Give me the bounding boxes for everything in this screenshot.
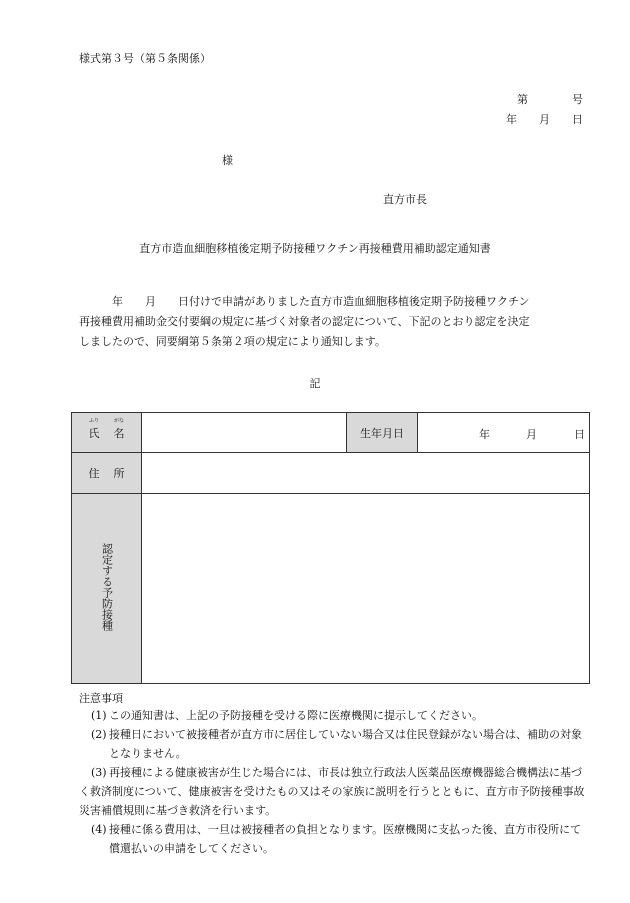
name-char-2: 名: [113, 426, 125, 440]
note-text-4: 接種に係る費用は、一旦は被接種者の負担となります。医療機関に支払った後、直方市役所にて償還払いの申請をしてください。: [109, 823, 582, 855]
issue-date: 年 月 日: [506, 113, 583, 126]
address-value-cell[interactable]: [142, 453, 590, 494]
notes-heading: 注意事項: [79, 692, 123, 705]
document-title: 直方市造血細胞移植後定期予防接種ワクチン再接種費用補助認定通知書: [139, 242, 491, 255]
notes-list: [79, 706, 589, 858]
ki-heading: 記: [309, 377, 321, 390]
vaccine-value-cell[interactable]: [142, 494, 590, 684]
body-text: [79, 292, 587, 352]
note-text-3: 再接種による健康被害が生じた場合には、市長は独立行政法人医薬品医療機器総合機構法に基づく救済制度について、健康被害を受けたもの又はその家族に説明を行うとともに、直方市予防接種事故災害補償規則に基づき救済を行います。: [79, 766, 585, 817]
note-text-2: 接種日において被接種者が直方市に居住していない場合又は住民登録がない場合は、補助の対象となりません。: [109, 728, 582, 760]
vaccine-label: 認定する予防接種: [100, 543, 114, 631]
name-label-char-1: [88, 417, 100, 441]
body-line-2: 再接種費用補助金交付要綱の規定に基づく対象者の認定について、下記のとおり認定を決定: [79, 315, 530, 328]
note-item-4: [79, 820, 589, 858]
address-label-cell: [72, 453, 142, 494]
issue-number: 第 号: [517, 93, 583, 106]
address-row: [72, 453, 590, 494]
vaccine-label-cell: [72, 494, 142, 684]
dob-year: 年: [479, 428, 490, 441]
note-marker-2: (2): [91, 728, 107, 741]
name-label-cell: [72, 413, 142, 453]
body-line-3: しましたので、同要綱第５条第２項の規定により通知します。: [79, 335, 386, 348]
note-marker-1: (1): [91, 709, 107, 722]
dob-value-cell[interactable]: [418, 413, 590, 453]
issuer: 直方市長: [383, 193, 427, 206]
note-item-3: [79, 763, 589, 820]
dob-day: 日: [574, 428, 585, 441]
name-char-1: 氏: [88, 426, 100, 440]
name-value-cell[interactable]: [142, 413, 347, 453]
address-char-2: 所: [113, 467, 125, 480]
name-ruby-1: ふり: [88, 417, 99, 424]
dob-month: 月: [526, 428, 537, 441]
name-ruby-2: がな: [113, 417, 124, 424]
addressee: 様: [222, 154, 233, 167]
form-number: 様式第３号（第５条関係）: [79, 52, 211, 65]
dob-label-cell: 生年月日: [347, 413, 418, 453]
name-label-char-2: [113, 417, 125, 441]
note-item-1: [79, 706, 589, 725]
address-char-1: 住: [88, 467, 100, 480]
vaccine-row: [72, 494, 590, 684]
name-row: [72, 413, 590, 453]
note-text-1: この通知書は、上記の予防接種を受ける際に医療機関に提示してください。: [109, 709, 483, 722]
note-marker-4: (4): [91, 823, 107, 836]
note-item-2: [79, 725, 589, 763]
details-table: [71, 412, 590, 684]
body-line-1: 年 月 日付けで申請がありました直方市造血細胞移植後定期予防接種ワクチン: [79, 295, 530, 308]
note-marker-3: (3): [91, 766, 107, 779]
